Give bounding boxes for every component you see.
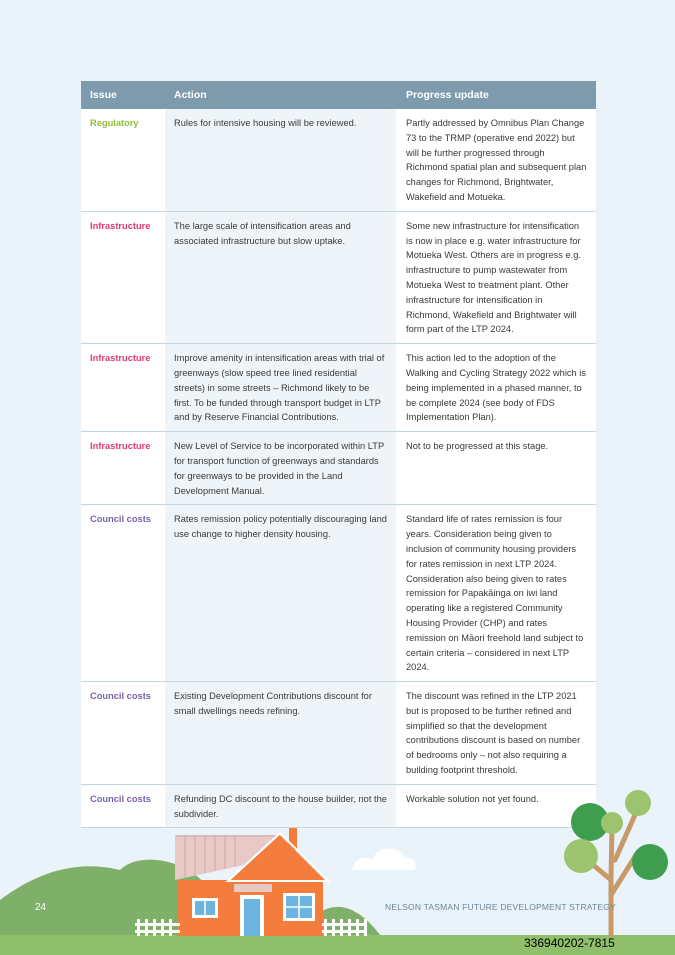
issue-cell: Infrastructure <box>81 212 165 343</box>
issue-cell: Council costs <box>81 785 165 828</box>
table-row <box>81 682 596 785</box>
action-cell: Rules for intensive housing will be reviewed. <box>165 109 397 211</box>
progress-cell: The discount was refined in the LTP 2021 but is proposed to be further refined and simplified so that the development contributions discount is based on number of bedrooms only – not also requiring a building footprint threshold. <box>397 682 596 784</box>
header-action: Action <box>174 89 207 101</box>
action-cell: Rates remission policy potentially discouraging land use change to higher density housing. <box>165 505 397 681</box>
progress-cell: Workable solution not yet found. <box>397 785 596 828</box>
progress-cell: Not to be progressed at this stage. <box>397 432 596 504</box>
table-row <box>81 505 596 682</box>
issue-cell: Council costs <box>81 682 165 784</box>
table-row <box>81 212 596 344</box>
action-cell: Existing Development Contributions discount for small dwellings needs refining. <box>165 682 397 784</box>
document-id: 336940202-7815 <box>524 936 615 950</box>
header-progress: Progress update <box>406 89 489 101</box>
issue-cell: Infrastructure <box>81 344 165 431</box>
action-cell: Refunding DC discount to the house builder, not the subdivider. <box>165 785 397 828</box>
page-number: 24 <box>35 902 47 913</box>
table-row <box>81 344 596 432</box>
table-body <box>81 109 596 828</box>
progress-cell: Some new infrastructure for intensification is now in place e.g. water infrastructure for Motueka West. Others are in progress e.g. infrastructure to pump wastewater from Motueka West to treatment plant. Other infrastructure for intensification in Richmond, Wakefield and Brightwater will form part of the LTP 2024. <box>397 212 596 343</box>
issue-cell: Infrastructure <box>81 432 165 504</box>
house-landscape-illustration <box>0 780 675 955</box>
table-row <box>81 432 596 505</box>
table-row <box>81 109 596 212</box>
action-cell: Improve amenity in intensification areas with trial of greenways (slow speed tree lined residential streets) in some streets – Richmond likely to be first. To be funded through transport budget in LTP and by Reserve Financial Contributions. <box>165 344 397 431</box>
progress-cell: This action led to the adoption of the Walking and Cycling Strategy 2022 which is being implemented in a phased manner, to be complete 2024 (see body of FDS Implementation Plan). <box>397 344 596 431</box>
table-header <box>81 81 596 109</box>
header-issue: Issue <box>90 89 117 101</box>
issue-cell: Regulatory <box>81 109 165 211</box>
progress-cell: Partly addressed by Omnibus Plan Change 73 to the TRMP (operative end 2022) but will be further progressed through Richmond spatial plan and subsequent plan changes for Richmond, Brightwater, Wakefield and Motueka. <box>397 109 596 211</box>
issue-cell: Council costs <box>81 505 165 681</box>
implementation-table <box>81 81 596 828</box>
action-cell: The large scale of intensification areas and associated infrastructure but slow uptake. <box>165 212 397 343</box>
action-cell: New Level of Service to be incorporated within LTP for transport function of greenways and standards for greenways to be provided in the Land Development Manual. <box>165 432 397 504</box>
footer-title: NELSON TASMAN FUTURE DEVELOPMENT STRATEGY <box>385 902 616 912</box>
progress-cell: Standard life of rates remission is four years. Consideration being given to inclusion of community housing providers for rates remission in next LTP 2024. Consideration also being given to rates remission for Papakāinga on iwi land operating like a registered Community Housing Provider (CHP) and rates remission on Māori freehold land subject to certain criteria – considered in next LTP 2024. <box>397 505 596 681</box>
